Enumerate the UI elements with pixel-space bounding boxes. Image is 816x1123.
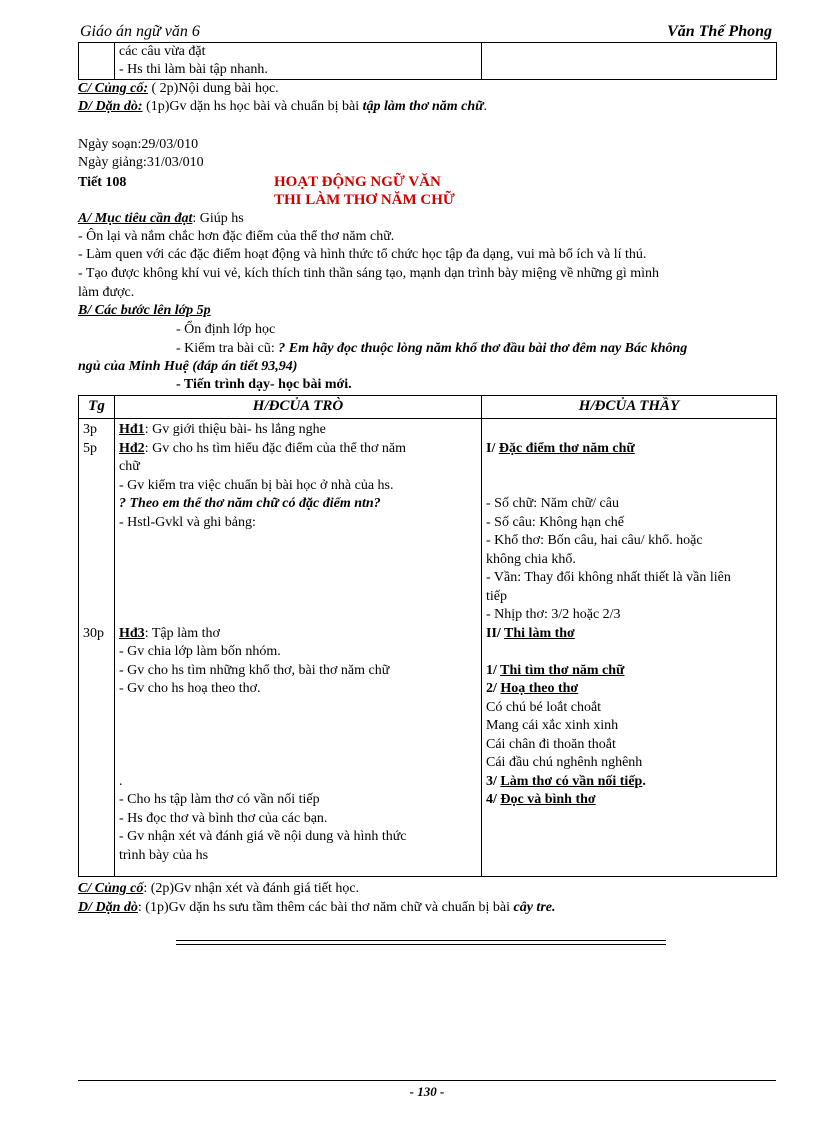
hd3-item: trình bày của hs [119, 847, 209, 863]
muctieu-item: làm được. [78, 285, 135, 300]
sub2-heading: 2/ Hoạ theo thơ [486, 681, 579, 696]
end-cungco: C/ Củng cố: (2p)Gv nhận xét và đánh giá tiết học. [78, 881, 360, 896]
lesson-table [78, 395, 777, 877]
sub3-heading: 3/ Làm thơ có vần nối tiếp. [486, 773, 646, 789]
hd2-line: Hđ2: Gv cho hs tìm hiểu đặc điểm của thể thơ năm [119, 440, 406, 456]
sec1-item: - Số chữ: Năm chữ/ câu [486, 496, 619, 511]
hd2-answer: - Hstl-Gvkl và ghi bảng: [119, 514, 256, 530]
hd2-cont: chữ [119, 459, 140, 474]
prev-cungco: C/ Củng cố: ( 2p)Nội dung bài học. [78, 81, 279, 96]
hd3-item: - Gv cho hs tìm những khổ thơ, bài thơ năm chữ [119, 662, 390, 678]
sec2-heading: II/ Thi làm thơ [486, 625, 575, 641]
col-tg-header: Tg [79, 396, 115, 419]
muctieu-item: - Làm quen với các đặc điểm hoạt động và hình thức tổ chức học tập đa dạng, vui mà bổ ích và lí thú. [78, 247, 647, 262]
poem-line: Cái đầu chú nghênh nghênh [486, 755, 643, 770]
table-header-row [79, 396, 777, 419]
prev-dando: D/ Dặn dò: (1p)Gv dặn hs học bài và chuẩn bị bài tập làm thơ năm chữ. [78, 99, 488, 114]
kiem-tra: - Kiểm tra bài cũ: ? Em hãy đọc thuộc lòng năm khổ thơ đầu bài thơ đêm nay Bác không [176, 341, 688, 356]
tg-cell [79, 419, 115, 877]
poem-line: Có chú bé loắt choắt [486, 699, 602, 715]
footer-rule [78, 1080, 776, 1081]
double-rule-divider [176, 940, 666, 945]
hd2-question: ? Theo em thể thơ năm chữ có đặc điểm ntn? [119, 496, 381, 511]
hd3-item: - Gv chia lớp làm bốn nhóm. [119, 644, 281, 659]
table-row [79, 419, 777, 877]
dot: . [119, 773, 123, 789]
poem-line: Mang cái xắc xinh xinh [486, 718, 619, 733]
thay-cell [482, 419, 777, 877]
kiem-tra-cont: ngủ của Minh Huệ (đáp án tiết 93,94) [78, 359, 298, 374]
continued-table [78, 42, 777, 80]
col-tro-header: H/ĐCỦA TRÒ [115, 396, 482, 419]
sec1-item: - Số câu: Không hạn chế [486, 514, 625, 530]
buoc-heading: B/ Các bước lên lớp 5p [78, 303, 211, 318]
header-right: Văn Thế Phong [667, 23, 772, 40]
continued-line: - Hs thi làm bài tập nhanh. [119, 62, 268, 77]
continued-tro-cell [115, 43, 482, 80]
page-number: - 130 - [409, 1084, 445, 1099]
sec1-item: - Nhịp thơ: 3/2 hoặc 2/3 [486, 607, 621, 622]
end-dando: D/ Dặn dò: (1p)Gv dặn hs sưu tầm thêm các bài thơ năm chữ và chuẩn bị bài cây tre. [78, 900, 556, 915]
lesson-title-1: HOẠT ĐỘNG NGỮ VĂN [274, 174, 441, 190]
sec1-item: - Khổ thơ: Bốn câu, hai câu/ khổ. hoặc [486, 533, 703, 548]
tg-value: 3p [83, 422, 97, 437]
sub4-heading: 4/ Đọc và bình thơ [486, 792, 596, 807]
tien-trinh: - Tiến trình dạy- học bài mới. [176, 377, 352, 392]
sec1-item: - Vần: Thay đổi không nhất thiết là vần liên [486, 570, 731, 585]
continued-tg-cell [79, 43, 115, 80]
sub1-heading: 1/ Thi tìm thơ năm chữ [486, 662, 625, 678]
page-header [78, 22, 776, 43]
col-thay-header: H/ĐCỦA THẦY [482, 396, 777, 419]
tiet-label: Tiết 108 [78, 175, 127, 190]
poem-line: Cái chân đi thoăn thoắt [486, 736, 616, 752]
ngay-soan: Ngày soạn:29/03/010 [78, 137, 199, 152]
header-left: Giáo án ngữ văn 6 [80, 23, 200, 40]
on-dinh: - Ổn định lớp học [176, 322, 276, 337]
continued-thay-cell [482, 43, 777, 80]
hd3-line: Hđ3: Tập làm thơ [119, 625, 220, 641]
lesson-title-2: THI LÀM THƠ NĂM CHỮ [274, 192, 455, 208]
hd1-line: Hđ1: Gv giới thiệu bài- hs lắng nghe [119, 422, 326, 437]
sec1-item: không chia khổ. [486, 551, 576, 567]
muctieu-item: - Ôn lại và nắm chắc hơn đặc điểm của thể thơ năm chữ. [78, 229, 395, 244]
ngay-giang: Ngày giảng:31/03/010 [78, 155, 204, 170]
hd2-item: - Gv kiểm tra việc chuẩn bị bài học ở nhà của hs. [119, 477, 394, 493]
muctieu-heading: A/ Mục tiêu cần đạt: Giúp hs [78, 211, 244, 226]
hd3-item: - Hs đọc thơ và bình thơ của các bạn. [119, 810, 328, 826]
tro-cell [115, 419, 482, 877]
sec1-heading: I/ Đặc điểm thơ năm chữ [486, 440, 635, 456]
tg-value: 5p [83, 440, 97, 456]
sec1-item: tiếp [486, 588, 507, 604]
muctieu-item: - Tạo được không khí vui vẻ, kích thích tinh thần sáng tạo, mạnh dạn trình bày miệng về những gì mình [78, 266, 660, 281]
hd3-item: - Cho hs tập làm thơ có vần nối tiếp [119, 792, 320, 807]
tg-value: 30p [83, 625, 104, 641]
hd3-item: - Gv nhận xét và đánh giá về nội dung và hình thức [119, 829, 407, 844]
hd3-item: - Gv cho hs hoạ theo thơ. [119, 681, 261, 696]
continued-line: các câu vừa đặt [119, 44, 206, 59]
